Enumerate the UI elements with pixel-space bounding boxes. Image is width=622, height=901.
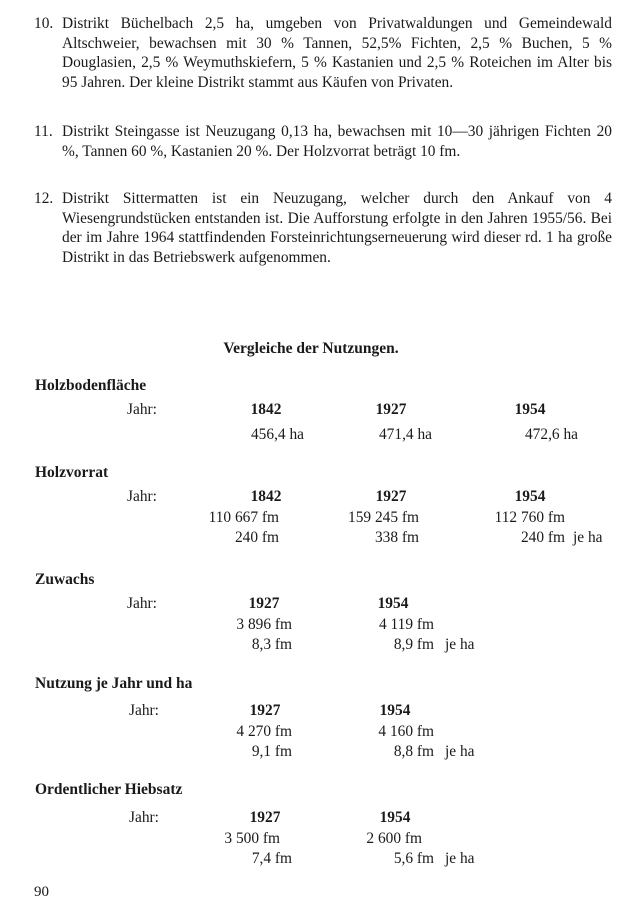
list-item	[34, 122, 612, 161]
table-cell: 5,6 fm	[393, 850, 434, 867]
year-header: 1954	[379, 809, 411, 826]
table-cell: 456,4 ha	[250, 426, 304, 443]
table-cell: 2 600 fm	[366, 830, 422, 847]
table-cell: 240 fm	[520, 529, 565, 546]
item-number: 10.	[34, 15, 54, 32]
year-label: Jahr:	[129, 702, 159, 719]
year-header: 1927	[249, 809, 281, 826]
year-header: 1954	[514, 488, 546, 505]
table-cell: 338 fm	[374, 529, 419, 546]
section-title: Zuwachs	[35, 571, 95, 588]
table-cell: 9,1 fm	[251, 743, 292, 760]
table-cell: 472,6 ha	[524, 426, 578, 443]
year-header: 1927	[248, 595, 280, 612]
table-cell: 159 245 fm	[348, 509, 419, 526]
year-label: Jahr:	[127, 401, 157, 418]
item-text: Distrikt Büchelbach 2,5 ha, umgeben von Privatwaldungen und Gemeindewald Altschweier, bewachsen mit 30 % Tannen, 52,5% Fichten, 2,5 % Buchen, 5 % Douglasien, 2,5 % Weymuthskiefern, 5 % Kastanien und 2,5 % Roteichen im Alter bis 95 Jahren. Der kleine Distrikt stammt aus Käufen von Privaten.	[62, 15, 612, 91]
unit-suffix: je ha	[445, 743, 475, 760]
list-item	[34, 14, 612, 92]
table-cell: 8,9 fm	[393, 636, 434, 653]
table-cell: 7,4 fm	[251, 850, 292, 867]
year-label: Jahr:	[127, 488, 157, 505]
year-header: 1927	[249, 702, 281, 719]
table-cell: 3 896 fm	[236, 616, 292, 633]
year-label: Jahr:	[129, 809, 159, 826]
item-text: Distrikt Steingasse ist Neuzugang 0,13 ha, bewachsen mit 10—30 jährigen Fichten 20 %, Tannen 60 %, Kastanien 20 %. Der Holzvorrat beträgt 10 fm.	[62, 123, 612, 160]
table-cell: 4 160 fm	[378, 723, 434, 740]
year-header: 1954	[377, 595, 409, 612]
section-title: Ordentlicher Hiebsatz	[35, 781, 183, 798]
table-cell: 4 270 fm	[236, 723, 292, 740]
table-cell: 8,3 fm	[251, 636, 292, 653]
year-header: 1954	[379, 702, 411, 719]
table-cell: 8,8 fm	[393, 743, 434, 760]
unit-suffix: je ha	[445, 636, 475, 653]
section-title: Nutzung je Jahr und ha	[35, 675, 193, 692]
unit-suffix: je ha	[573, 529, 603, 546]
list-item	[34, 189, 612, 267]
year-header: 1842	[250, 488, 282, 505]
table-cell: 110 667 fm	[208, 509, 279, 526]
section-title: Holzbodenfläche	[35, 377, 147, 394]
item-number: 12.	[34, 190, 54, 207]
year-label: Jahr:	[127, 595, 157, 612]
table-cell: 3 500 fm	[224, 830, 280, 847]
section-heading: Vergleiche der Nutzungen.	[223, 340, 399, 357]
section-title: Holzvorrat	[35, 464, 109, 481]
year-header: 1954	[514, 401, 546, 418]
unit-suffix: je ha	[445, 850, 475, 867]
table-cell: 112 760 fm	[494, 509, 565, 526]
year-header: 1927	[375, 488, 407, 505]
item-number: 11.	[34, 123, 53, 140]
table-cell: 240 fm	[234, 529, 279, 546]
item-text: Distrikt Sittermatten ist ein Neuzugang, welcher durch den Ankauf von 4 Wiesengrundstücken entstanden ist. Die Aufforstung erfolgte in den Jahren 1955/56. Bei der im Jahre 1964 stattfindenden Forsteinrichtungserneuerung wird dieser rd. 1 ha große Distrikt in das Betriebswerk aufgenommen.	[62, 190, 612, 266]
table-cell: 4 119 fm	[378, 616, 434, 633]
year-header: 1927	[375, 401, 407, 418]
table-cell: 471,4 ha	[378, 426, 432, 443]
page-number: 90	[34, 884, 49, 900]
year-header: 1842	[250, 401, 282, 418]
